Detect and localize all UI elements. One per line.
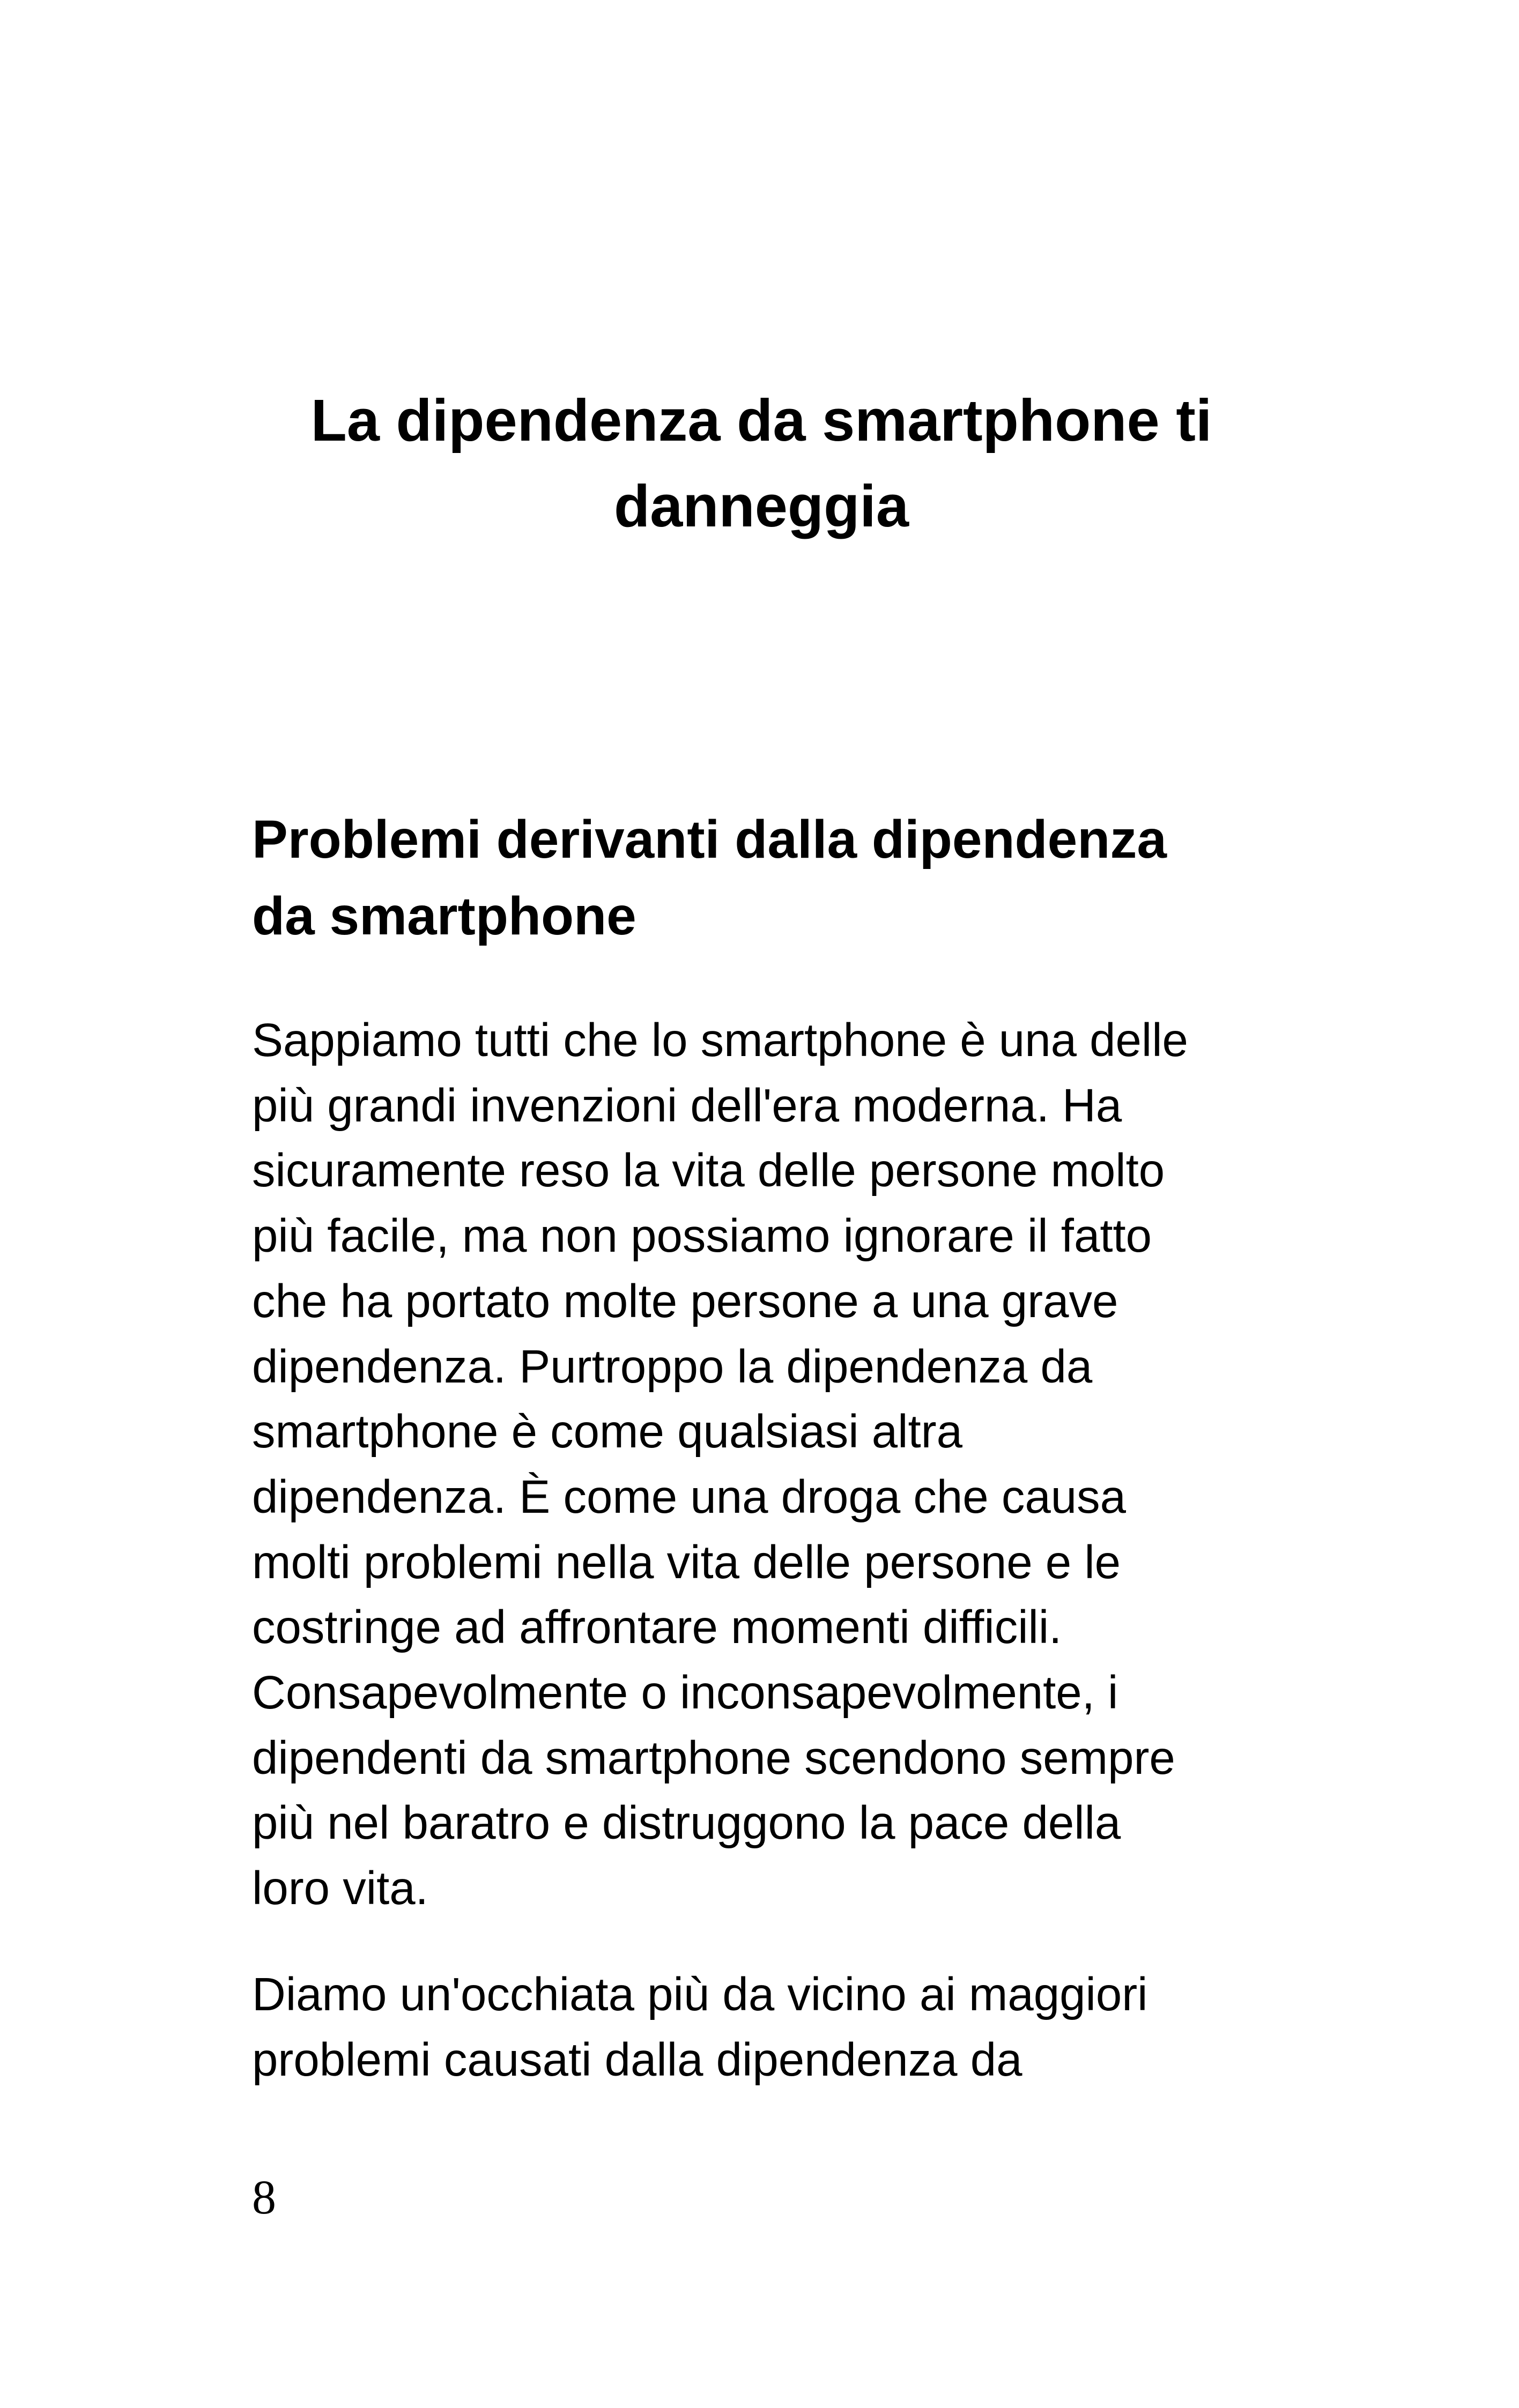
- page-number: 8: [252, 2171, 276, 2224]
- chapter-title: La dipendenza da smartphone ti danneggia: [310, 388, 1212, 539]
- section-title: Problemi derivanti dalla dipendenza da smartphone: [252, 809, 1167, 946]
- body-paragraph-2: Diamo un'occhiata più da vicino ai maggiori problemi causati dalla dipendenza da: [252, 1968, 1148, 2086]
- body-paragraph-1: Sappiamo tutti che lo smartphone è una delle più grandi invenzioni dell'era moderna. Ha sicuramente reso la vita delle persone molto più facile, ma non possiamo ignorare il fatto che ha portato molte persone a una grave dipendenza. Purtroppo la dipendenza da smartphone è come qualsiasi altra dipendenza. È come una droga che causa molti problemi nella vita delle persone e le costringe ad affrontare momenti difficili. Consapevolmente o inconsapevolmente, i dipendenti da smartphone scendono sempre più nel baratro e distruggono la pace della loro vita.: [252, 1014, 1188, 1915]
